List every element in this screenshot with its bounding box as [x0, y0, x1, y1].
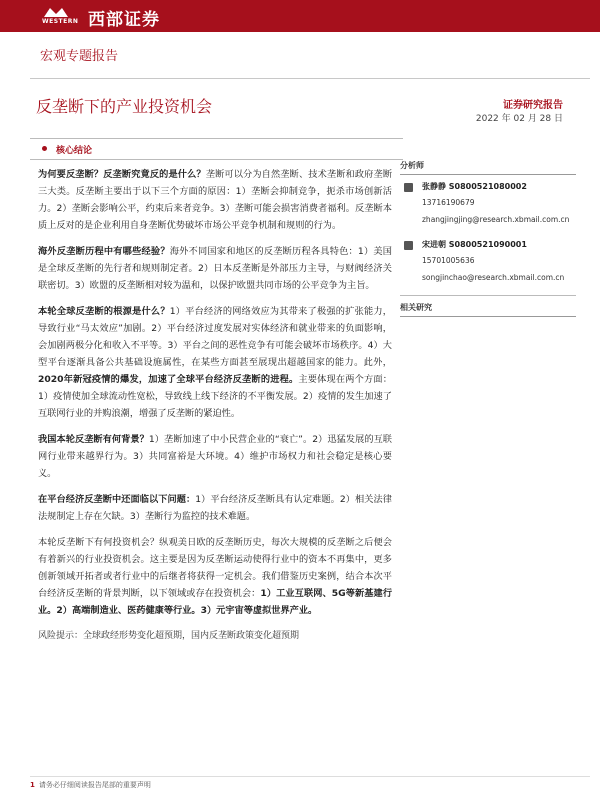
paragraph-body: 海外不同国家和地区的反垄断历程各具特色：1）美国是全球反垄断的先行者和规则制定者。2）日本反垄断是外部压力主导，与财阀经济关联密切。3）欧盟的反垄断相对较为温和，以保护欧盟共同市场的公平竞争为主旨。	[38, 246, 392, 291]
person-icon	[404, 183, 413, 192]
report-title: 反垄断下的产业投资机会	[36, 97, 213, 116]
paragraph-body: 主要体现在两个方面：1）疫情使加全球流动性宽松，导致线上线下经济的不平衡发展。2）疫情的发生加速了互联网行业的并购浪潮，增强了反垄断的紧迫性。	[38, 374, 392, 419]
main-content	[38, 166, 392, 645]
analyst-phone: 13716190679	[422, 198, 475, 207]
paragraph-highlight: 1）工业互联网、5G等新基建行业。2）高端制造业、医药健康等行业。3）元宇宙等虚拟世界产业。	[38, 588, 393, 616]
analyst-email[interactable]: zhangjingjing@research.xbmail.com.cn	[422, 215, 570, 224]
paragraph-body: 1）平台经济的网络效应为其带来了极强的扩张能力，导致行业“马太效应”加剧。2）平台经济过度发展对实体经济和就业带来的负面影响，会加剧两极分化和收入不平等。3）平台之间的恶性竞争有可能会破坏市场秩序。4）大型平台逐渐具备公共基础设施属性，在某些方面甚至展现出超越国家的能力。此外，	[38, 306, 392, 368]
paragraph	[38, 491, 392, 525]
header-bar	[0, 0, 600, 32]
logo-english: WESTERN	[42, 18, 79, 25]
paragraph-body: 垄断可以分为自然垄断、技术垄断和政府垄断三大类。反垄断主要出于以下三个方面的原因：1）垄断会抑制竞争，扼杀市场创新活力。2）垄断会影响公平，约束后来者竞争。3）垄断可能会损害消费者福利。反垄断本质上反对的是企业利用自身垄断优势破坏市场公平竞争机制和规则的行为。	[38, 169, 393, 231]
analyst-phone: 15701005636	[422, 256, 475, 265]
western-logo-icon	[44, 7, 68, 17]
page-number: 1	[30, 781, 35, 789]
analyst-card	[400, 239, 576, 291]
paragraph-body: 1）平台经济反垄断具有认定难题。2）相关法律法规制定上存在欠缺。3）垄断行为监控的技术难题。	[38, 494, 392, 522]
report-date: 2022 年 02 月 28 日	[475, 114, 563, 124]
analyst-sidebar	[400, 158, 576, 317]
paragraph-lead: 为何要反垄断？反垄断究竟反的是什么？	[38, 169, 206, 180]
page-footer	[30, 780, 151, 790]
related-research-heading: 相关研究	[400, 296, 576, 317]
person-icon	[404, 241, 413, 250]
paragraph	[38, 166, 392, 234]
analyst-name: 张静静 S0800521080002	[422, 182, 527, 191]
title-divider	[30, 78, 590, 79]
paragraph-body: 1）垄断加速了中小民营企业的“衰亡”。2）迅猛发展的互联网行业带来越界行为。3）共同富裕是大环境。4）维护市场权力和社会稳定是核心要义。	[38, 434, 392, 479]
paragraph-lead: 海外反垄断历程中有哪些经验？	[38, 246, 170, 257]
analyst-name: 宋进朝 S0800521090001	[422, 240, 527, 249]
analyst-card	[400, 181, 576, 233]
footer-disclaimer: 请务必仔细阅读报告尾部的重要声明	[38, 781, 151, 789]
paragraph-body: 本轮反垄断下有何投资机会？纵观美日欧的反垄断历史，每次大规模的反垄断之后便会有着新兴的行业投资机会。这主要是因为反垄断运动使得行业中的资本不再集中，更多创新领域开拓者或者行业中的后继者将获得一定机会。我们借鉴历史案例，结合本次平台经济反垄断的背景判断，以下领域或存在投资机会：	[38, 537, 392, 599]
analyst-heading: 分析师	[400, 158, 576, 175]
report-category: 证券研究报告	[503, 100, 563, 111]
section-label: 核心结论	[56, 146, 93, 156]
paragraph	[38, 303, 392, 422]
paragraph	[38, 243, 392, 294]
footer-divider	[30, 776, 590, 777]
paragraph-lead: 在平台经济反垄断中还面临以下问题：	[38, 494, 196, 505]
section-header	[30, 138, 403, 160]
risk-note: 风险提示：全球政经形势变化超预期，国内反垄断政策变化超预期	[38, 631, 300, 641]
bullet-icon	[42, 146, 47, 151]
paragraph	[38, 534, 392, 619]
logo-chinese: 西部证券	[88, 10, 160, 30]
paragraph	[38, 431, 392, 482]
paragraph-highlight: 2020年新冠疫情的爆发，加速了全球平台经济反垄断的进程。	[38, 374, 299, 385]
report-type: 宏观专题报告	[40, 49, 119, 64]
paragraph-lead: 本轮全球反垄断的根源是什么？	[38, 306, 170, 317]
analyst-email[interactable]: songjinchao@research.xbmail.com.cn	[422, 273, 565, 282]
paragraph-lead: 我国本轮反垄断有何背景？	[38, 434, 149, 445]
